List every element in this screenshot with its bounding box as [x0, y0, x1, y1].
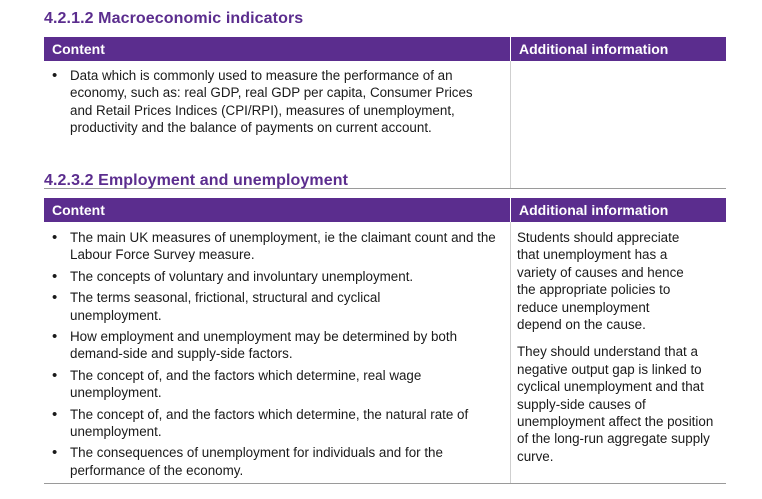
table-row	[44, 61, 726, 189]
additional-information-cell	[511, 222, 727, 484]
section-heading-employment-and-unemployment: 4.2.3.2 Employment and unemployment	[44, 172, 349, 189]
list-item: • How employment and unemployment may be determined by both demand-side and supply-side factors.	[44, 328, 510, 363]
list-item: • The main UK measures of unemployment, ie the claimant count and the Labour Force Survey measure.	[44, 229, 510, 264]
column-header-content: Content	[44, 37, 511, 61]
column-header-content: Content	[44, 198, 511, 222]
list-item: • The concept of, and the factors which determine, the natural rate of unemployment.	[44, 406, 510, 441]
additional-information-paragraph: Students should appreciate that unemployment has a variety of causes and hence the appropriate policies to reduce unemployment depend on the cause.	[517, 230, 684, 333]
content-bullet-list	[44, 229, 510, 479]
list-item: • The consequences of unemployment for individuals and for the performance of the economy.	[44, 444, 510, 479]
spec-table-employment-and-unemployment	[44, 198, 726, 484]
list-item: • The concepts of voluntary and involuntary unemployment.	[44, 268, 510, 285]
additional-information-paragraph: They should understand that a negative output gap is linked to cyclical unemployment and that supply-side causes of unemployment affect the position of the long-run aggregate supply curve.	[517, 344, 714, 464]
content-cell	[44, 61, 511, 189]
additional-information-cell	[511, 61, 727, 189]
table-row	[44, 222, 726, 484]
column-header-additional-information: Additional information	[511, 198, 727, 222]
list-item: • Data which is commonly used to measure the performance of an economy, such as: real GDP, real GDP per capita, Consumer Prices and Retail Prices Indices (CPI/RPI), measures of unemployment, productivity and the balance of payments on current account.	[44, 67, 510, 137]
list-item: • The terms seasonal, frictional, structural and cyclical unemployment.	[44, 289, 510, 324]
table-header-row	[44, 37, 726, 61]
table-header-row	[44, 198, 726, 222]
column-header-additional-information: Additional information	[511, 37, 727, 61]
spec-table-macroeconomic-indicators	[44, 37, 726, 189]
content-cell	[44, 222, 511, 484]
content-bullet-list	[44, 67, 510, 137]
section-heading-macroeconomic-indicators: 4.2.1.2 Macroeconomic indicators	[44, 10, 304, 27]
list-item: • The concept of, and the factors which determine, real wage unemployment.	[44, 367, 510, 402]
